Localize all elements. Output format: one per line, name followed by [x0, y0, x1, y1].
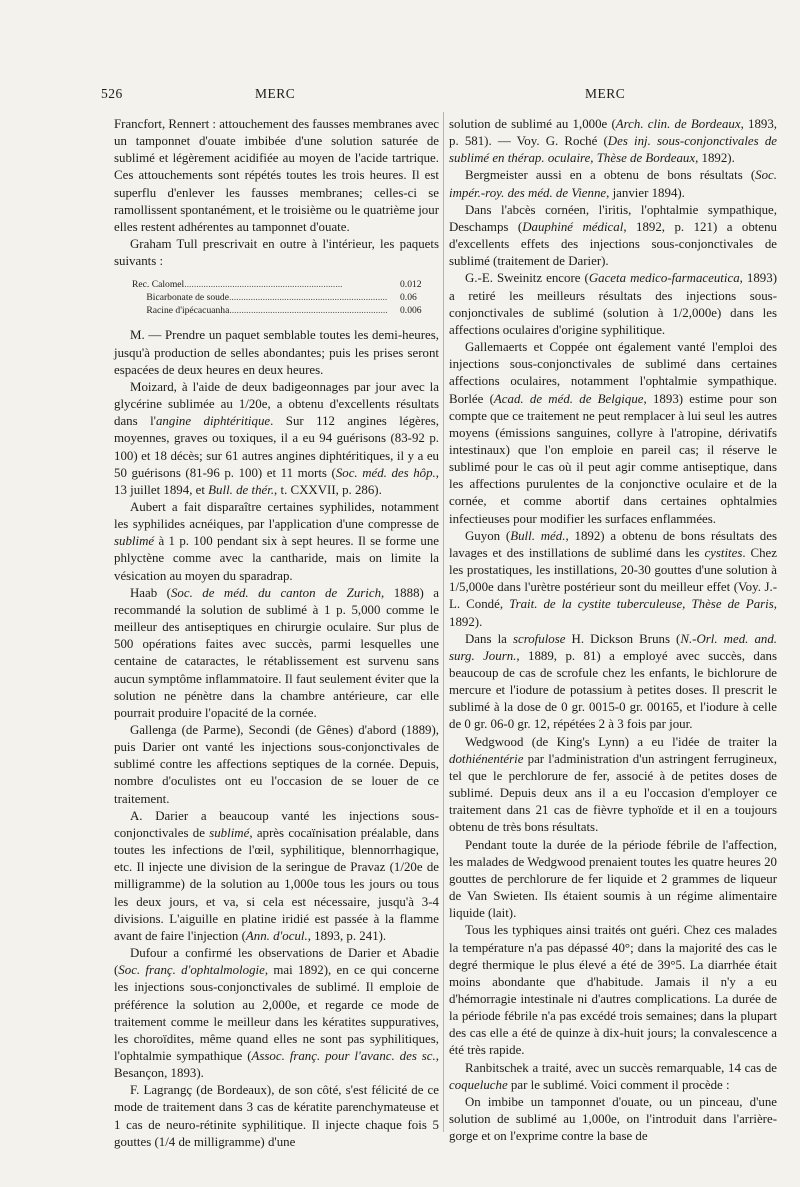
prescription-row [132, 278, 422, 291]
ingredient-name: Bicarbonate de soude [146, 292, 229, 304]
dose-value: 0.06 [400, 292, 417, 304]
text-run: Wedgwood (de King's Lynn) a eu l'idée de traiter la [465, 734, 777, 749]
paragraph: Tous les typhiques ainsi traités ont guéri. Chez ces malades la température n'a pas dépassé 40°; dans la majorité des cas le degré thermique le plus élevé a été de 39°5. La diarrhée était moins abondante que d'habitude. Jamais il n'y a eu d'hémorragie intestinale ni d'autres complications. La durée de la période fébrile n'a pas excédé trois semaines; dans la plupart des cas elle a été de quinze à dix-huit jours; la convalescence a été très rapide. [449, 923, 777, 1058]
ingredient-name: Racine d'ipécacuanha [146, 305, 230, 317]
text-run: , Besançon, 1893). [114, 1048, 439, 1081]
text-run: , 1893) a retiré les meilleurs résultats des injections sous-conjonctivales de sublimé (solution à 1/2,000e) dans les affections oculaires d'origine syphilitique. [449, 271, 777, 337]
citation: Soc. méd. des hôp. [335, 465, 436, 480]
citation: N.-Orl. med. and. surg. Journ. [449, 631, 778, 663]
paragraph [449, 734, 777, 837]
text-run: Moizard, à l'aide de deux badigeonnages par jour avec la glycérine sublimée au 1/20e, a obtenu d'excellents résultats dans l' [114, 379, 439, 429]
text-run: , 1888) a recommandé la solution de sublimé à 1 p. 5,000 comme le meilleur des antiseptiques en chirurgie oculaire. Sur plus de 500 opérations faites avec succès, parmi lesquelles une centaine de cataractes, le rétablissement est survenu sans aucun symptôme inflammatoire. Il faut seulement éviter que la solution ne pénètre dans la chambre antérieure, car elle pourrait produire l'opacité de la cornée. [114, 585, 439, 720]
left-column [114, 116, 439, 1151]
citation: Soc. franç. d'ophtalmologie [118, 963, 265, 978]
text-run: H. Dickson Bruns ( [565, 631, 681, 646]
paragraph [449, 116, 777, 167]
text-run: , après cocaïnisation préalable, dans toutes les infections de l'œil, syphilitique, blennorrhagique, etc. Il injecte une division de la seringue de Pravaz (1/20e de milligramme) de la solution au 1,000e tous les jours ou tous les deux jours, et va, si cela est nécessaire, jusqu'à 3-4 divisions. L'aiguille en platine iridié est passée à la flamme avant de faire l'injection ( [114, 825, 439, 943]
text-run: , 1893, p. 241). [307, 928, 387, 943]
text-run: , 1893, p. 581). — Voy. G. Roché ( [449, 117, 777, 149]
dose-value: 0.012 [400, 279, 422, 291]
text-run: Dans la [465, 631, 513, 646]
citation: Acad. de méd. de Belgique [493, 391, 644, 406]
text-run: Haab ( [130, 585, 171, 600]
text-run: , 1892). [695, 151, 735, 166]
paragraph: F. Lagrangç (de Bordeaux), de son côté, s'est félicité de ce mode de traitement dans 3 cas de kératite parenchymateuse et 1 cas de neuro-rétinite syphilitique. Il injecte chaque fois 5 gouttes (1/4 de milligramme) d'une [114, 1083, 439, 1149]
leader-dots: .................................................................. [228, 292, 388, 304]
prescription-table [132, 278, 422, 317]
text-run: . Sur 112 angines légères, moyennes, graves ou toxiques, il a eu 94 guérisons (83-92 p. 100) et 18 décès; sur 61 autres angines diphtéritiques, il y a eu 50 guérisons (81-96 p. 100) et 11 morts ( [114, 414, 439, 480]
text-run: , mai 1892), en ce qui concerne les injections sous-conjonctivales de sublimé. Il emploie de préférence la solution au 2,000e, et regarde ce mode de traitement comme le meilleur dans les kératites suppuratives, les choroïdites, même quand elles ne sont pas syphilitiques, l'ophtalmie sympathique ( [114, 963, 440, 1063]
leader-dots: .................................................................. [229, 305, 388, 317]
citation: Ann. d'ocul. [245, 928, 308, 943]
column-divider [443, 112, 444, 1132]
text-run: à 1 p. 100 pendant six à sept heures. Il se forme une phlyctène comme avec la cantharide, mais on limite la vésication au moyen du sparadrap. [114, 534, 439, 583]
citation: Soc. impér.-roy. des méd. de Vienne [449, 168, 777, 200]
italic-term: sublimé [114, 534, 155, 549]
text-run: par le sublimé. Voici comment il procède : [507, 1077, 730, 1092]
text-run: Guyon ( [465, 528, 511, 543]
citation: Assoc. franç. pour l'avanc. des sc. [251, 1048, 436, 1063]
paragraph [449, 631, 777, 734]
text-run: , 1892) a obtenu de bons résultats des lavages et des instillations de sublimé dans les [449, 528, 777, 560]
citation: Trait. de la cystite tuberculeuse, Thèse de Paris [509, 597, 774, 612]
running-head-right: MERC [585, 86, 626, 101]
text-run: , janvier 1894). [606, 185, 685, 200]
italic-term: cystites [704, 545, 743, 560]
citation: Bull. méd. [510, 528, 566, 543]
text-run: , 13 juillet 1894, et [114, 465, 439, 497]
citation: Des inj. sous-conjonctivales de sublimé en thérap. oculaire, Thèse de Bordeaux [449, 134, 777, 166]
text-run: Dufour a confirmé les observations de Darier et Abadie ( [114, 946, 439, 978]
paragraph: Gallenga (de Parme), Secondi (de Gênes) d'abord (1889), puis Darier ont vanté les injections sous-conjonctivales de sublimé contre les affections septiques de la cornée. Depuis, nombre d'oculistes ont eu l'occasion de se louer de ce traitement. [114, 723, 439, 806]
paragraph [449, 1060, 777, 1094]
paragraph [114, 945, 439, 1082]
text-run: Ranbitschek a traité, avec un succès remarquable, 14 cas de [465, 1060, 777, 1075]
paragraph [449, 339, 777, 528]
citation: Gaceta medico-farmaceutica [588, 271, 740, 286]
text-run: . Chez les prostatiques, les instillations, 20-30 gouttes d'une solution à 1/5,000e dans l'urètre postérieur sont du meilleur effet (Voy. J.-L. Condé, [449, 545, 777, 612]
text-run: par l'administration d'un astringent ferrugineux, tel que le perchlorure de fer, associé à de petites doses de sublimé. Depuis deux ans il a eu l'occasion d'employer ce traitement dans 21 cas de fièvre typhoïde et il en a toujours obtenu de très bons résultats. [449, 751, 777, 835]
paragraph [449, 270, 777, 339]
text-run: , 1889, p. 81) a employé avec succès, dans beaucoup de cas de scrofule chez les enfants, le bichlorure de mercure et l'iodure de potassium à petites doses. Il prescrit le sublimé à la dose de 0 gr. 0015-0 gr. 00165, et l'iodure à celle de 0 gr. 06-0 gr. 12, répétées 2 à 3 fois par jour. [449, 648, 778, 732]
text-run: A. Darier a beaucoup vanté les injections sous-conjonctivales de [114, 808, 439, 840]
citation: Dauphiné médical [522, 219, 624, 234]
paragraph: On imbibe un tamponnet d'ouate, ou un pinceau, d'une solution de sublimé au 1,000e, on l'introduit dans l'arrière-gorge et on l'exprime contre la base de [449, 1094, 777, 1144]
paragraph [114, 379, 439, 499]
prescription-row [132, 291, 422, 304]
paragraph [114, 499, 439, 585]
text-run: , 1892, p. 121) a obtenu d'excellents effets des injections sous-conjonctivales de sublimé (traitement de Darier). [449, 219, 777, 269]
text-run: solution de sublimé au 1,000e ( [449, 117, 616, 131]
text-run: Gallemaerts et Coppée ont également vanté l'emploi des injections sous-conjonctivales de sublimé dans certaines affections oculaires, notamment l'ophtalmie sympathique. Borlée ( [449, 340, 777, 406]
text-run: G.-E. Sweinitz encore ( [465, 271, 589, 286]
italic-term: sublimé [209, 825, 250, 840]
text-run: Aubert a fait disparaître certaines syphilides, notamment les syphilides acnéiques, par l'application d'une compresse de [114, 499, 439, 532]
paragraph [114, 808, 439, 945]
ingredient-cell [132, 304, 394, 317]
paragraph: Francfort, Rennert : attouchement des fausses membranes avec un tamponnet d'ouate imbibée d'une solution saturée de sublimé et légèrement acidifiée au moyen de l'acide tartrique. Ces attouchements sont répétés toutes les trois heures. Il est superflu d'enlever les fausses membranes; celles-ci se ramollissent spontanément, et le troisième ou le quatrième jour elles restent adhérentes au tamponnet d'ouate. [114, 117, 440, 234]
dose-value: 0.006 [400, 305, 422, 317]
paragraph [449, 167, 777, 201]
text-run: Bergmeister aussi en a obtenu de bons résultats ( [465, 168, 756, 183]
right-column [449, 116, 777, 1145]
text-run: , 1893) estime pour son compte que ce traitement ne peut remplacer à lui seul les autres moyens (émissions sanguines, collyre à l'atropine, dérivatifs intestinaux) que l'on emploie en pareil cas; il réserve le sublimé pour le cas où il peut agir comme antiseptique, dans les affections purulentes de la conjonctive oculaire et de la cornée, et comme abortif dans certaines ophtalmies infectieuses pour modifier les surfaces enflammées. [449, 391, 777, 526]
italic-term: scrofulose [512, 631, 566, 646]
paragraph [449, 528, 777, 631]
text-run: , 1892). [449, 597, 778, 629]
text-run: Dans l'abcès cornéen, l'iritis, l'ophtalmie sympathique, Deschamps ( [449, 202, 777, 234]
italic-term: angine diphtéritique [155, 414, 271, 429]
paragraph: Graham Tull prescrivait en outre à l'intérieur, les paquets suivants : [114, 237, 439, 269]
paragraph: Pendant toute la durée de la période fébrile de l'affection, les malades de Wedgwood prenaient toutes les quatre heures 20 gouttes de perchlorure de fer liquide et 2 grammes de liqueur de Van Swieten. Ils étaient soumis à un régime alimentaire liquide (lait). [449, 837, 777, 921]
ingredient-cell [132, 278, 394, 291]
running-head-left: MERC [255, 86, 296, 101]
leader-dots: .................................................................. [184, 279, 343, 291]
paragraph [449, 202, 777, 271]
ingredient-name: Rec. Calomel [132, 279, 185, 291]
italic-term: coqueluche [449, 1077, 508, 1092]
italic-term: dothiénentérie [449, 751, 524, 766]
ingredient-cell [132, 291, 394, 304]
paragraph [114, 585, 439, 722]
citation: Bull. de thér. [208, 482, 275, 497]
citation: Arch. clin. de Bordeaux [615, 117, 741, 131]
prescription-row [132, 304, 422, 317]
text-run: , t. CXXVII, p. 286). [274, 482, 382, 497]
paragraph: M. — Prendre un paquet semblable toutes les demi-heures, jusqu'à production de selles abondantes; puis les prises seront espacées de deux heures en deux heures. [114, 328, 439, 377]
citation: Soc. de méd. du canton de Zurich [170, 585, 382, 600]
page-number: 526 [101, 86, 123, 101]
